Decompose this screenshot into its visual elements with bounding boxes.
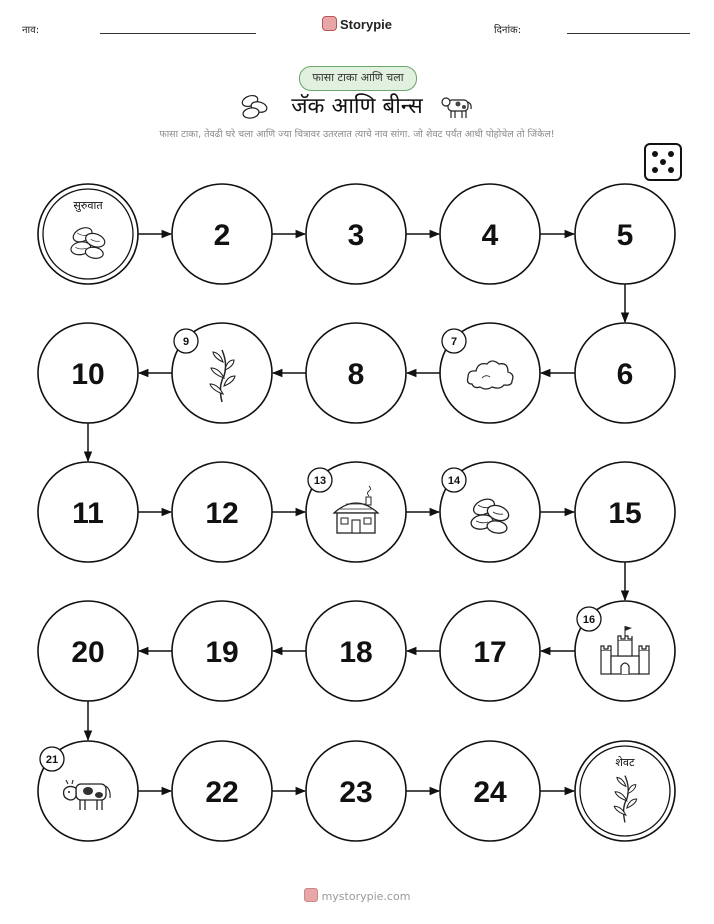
square-number: 2 [213, 219, 231, 252]
board-square-12[interactable] [172, 462, 272, 562]
square-number-badge: 21 [45, 754, 59, 766]
board-square-24[interactable] [440, 741, 540, 841]
board-square-22[interactable] [172, 741, 272, 841]
square-number: 24 [473, 776, 507, 809]
board-square-19[interactable] [172, 601, 272, 701]
square-number: 5 [616, 219, 634, 252]
board-square-25[interactable] [575, 741, 675, 841]
board-square-20[interactable] [38, 601, 138, 701]
square-number: 20 [71, 636, 105, 669]
board-square-13[interactable] [306, 462, 406, 562]
brand-name: Storypie [339, 17, 392, 32]
square-number-badge: 14 [447, 475, 461, 487]
square-number: 12 [205, 497, 239, 530]
square-number: 11 [72, 497, 104, 530]
instructions: फासा टाका, तेवढी घरे चला आणि ज्या चित्रावर उतरलात त्याचे नाव सांगा. जो शेवट पर्यंत आधी पोहोचेल तो जिंकेल! [159, 129, 555, 140]
square-number: 8 [347, 358, 365, 391]
board-square-5[interactable] [575, 184, 675, 284]
date-label: दिनांक: [494, 25, 522, 36]
square-number: 6 [616, 358, 634, 391]
square-number-badge: 13 [313, 475, 327, 487]
board-square-17[interactable] [440, 601, 540, 701]
square-number: 10 [71, 358, 105, 391]
board-square-7[interactable] [440, 323, 540, 423]
board-square-9[interactable] [172, 323, 272, 423]
board-square-2[interactable] [172, 184, 272, 284]
start-label: सुरुवात [73, 199, 103, 212]
name-label: नाव: [22, 25, 40, 36]
board-square-16[interactable] [575, 601, 675, 701]
board-square-14[interactable] [440, 462, 540, 562]
square-number: 23 [339, 776, 373, 809]
square-number-badge: 16 [582, 614, 596, 626]
board-square-8[interactable] [306, 323, 406, 423]
board-square-11[interactable] [38, 462, 138, 562]
board-square-4[interactable] [440, 184, 540, 284]
game-type-badge: फासा टाका आणि चला [299, 66, 417, 91]
end-label: शेवट [615, 756, 635, 769]
footer-logo-icon [304, 888, 318, 902]
board-square-6[interactable] [575, 323, 675, 423]
board-square-23[interactable] [306, 741, 406, 841]
board-square-15[interactable] [575, 462, 675, 562]
square-number-badge: 7 [450, 336, 458, 348]
footer-url[interactable]: mystorypie.com [321, 890, 411, 903]
square-number: 3 [347, 219, 365, 252]
square-number: 4 [481, 219, 499, 252]
page-title: जॅक आणि बीन्स [291, 94, 423, 119]
square-number-badge: 9 [182, 336, 190, 348]
square-number: 17 [473, 636, 507, 669]
square-number: 15 [608, 497, 642, 530]
square-number: 19 [205, 636, 239, 669]
square-number: 18 [339, 636, 373, 669]
board-square-21[interactable] [38, 741, 138, 841]
board-square-3[interactable] [306, 184, 406, 284]
board-square-1[interactable] [38, 184, 138, 284]
footer [0, 888, 714, 903]
square-number: 22 [205, 776, 239, 809]
board-square-10[interactable] [38, 323, 138, 423]
board-square-18[interactable] [306, 601, 406, 701]
